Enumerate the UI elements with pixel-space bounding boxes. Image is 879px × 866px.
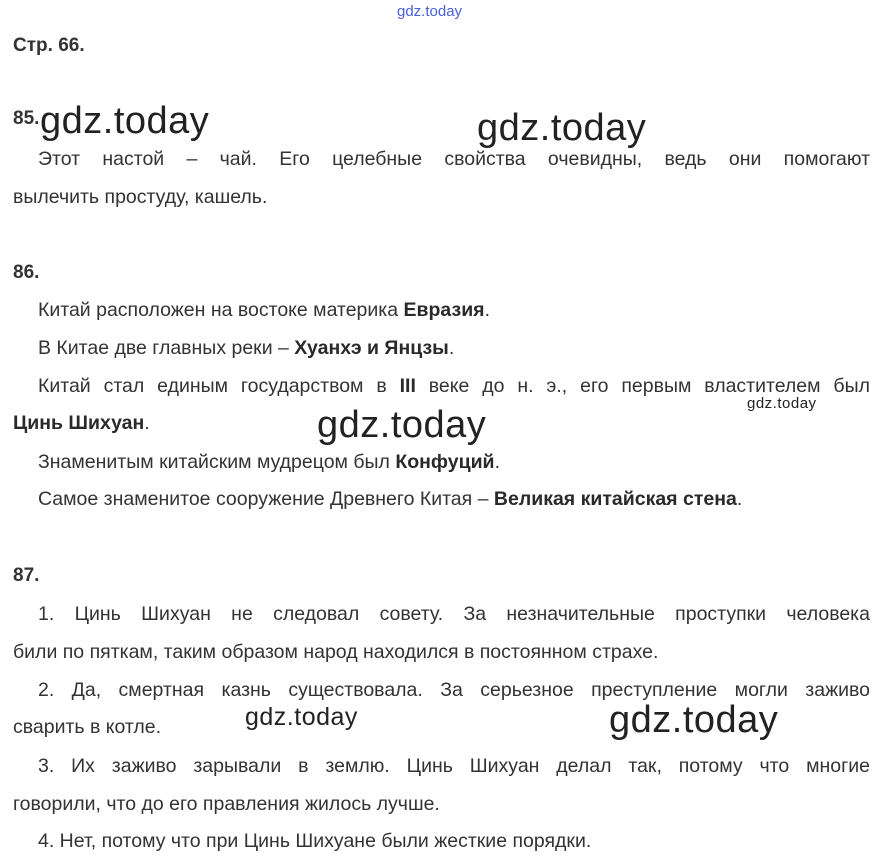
watermark-2: gdz.today [477,107,647,149]
watermark-top: gdz.today [397,3,463,20]
ex86-sentence-1: Китай расположен на востоке материка Евразия. [38,299,490,321]
ex87-answer-2-line-1: 2. Да, смертная казнь существовала. За серьезное преступление могли заживо [38,679,870,701]
exercise-number-85: 85. [13,108,40,129]
watermark-4: gdz.today [245,703,358,731]
ex86-sentence-3-line-2: Цинь Шихуан. [13,412,150,434]
ex87-answer-3-line-1: 3. Их заживо зарывали в землю. Цинь Шихуан делал так, потому что многие [38,755,870,777]
ex87-answer-1-line-2: били по пяткам, таким образом народ находился в постоянном страхе. [13,641,659,663]
watermark-5: gdz.today [609,699,779,741]
ex87-answer-4: 4. Нет, потому что при Цинь Шихуане были жесткие порядки. [38,830,592,852]
ex86-sentence-5: Самое знаменитое сооружение Древнего Китая – Великая китайская стена. [38,488,743,510]
ex86-sentence-2: В Китае две главных реки – Хуанхэ и Янцзы. [38,337,455,359]
exercise-number-87: 87. [13,565,40,586]
ex87-answer-1-line-1: 1. Цинь Шихуан не следовал совету. За незначительные проступки человека [38,603,870,625]
exercise-number-86: 86. [13,262,40,283]
ex85-line-2: вылечить простуду, кашель. [13,186,268,208]
ex86-sentence-4: Знаменитым китайским мудрецом был Конфуций. [38,451,500,473]
ex86-sentence-3-line-1: Китай стал единым государством в III веке до н. э., его первым властителем был [38,375,870,397]
watermark-1: gdz.today [40,100,210,142]
ex87-answer-3-line-2: говорили, что до его правления жилось лучше. [13,793,440,815]
ex87-answer-2-line-2: сварить в котле. [13,716,162,738]
watermark-small: gdz.today [747,395,817,412]
page-label: Стр. 66. [13,35,85,56]
watermark-3: gdz.today [317,404,487,446]
ex85-line-1: Этот настой – чай. Его целебные свойства очевидны, ведь они помогают [38,148,870,170]
